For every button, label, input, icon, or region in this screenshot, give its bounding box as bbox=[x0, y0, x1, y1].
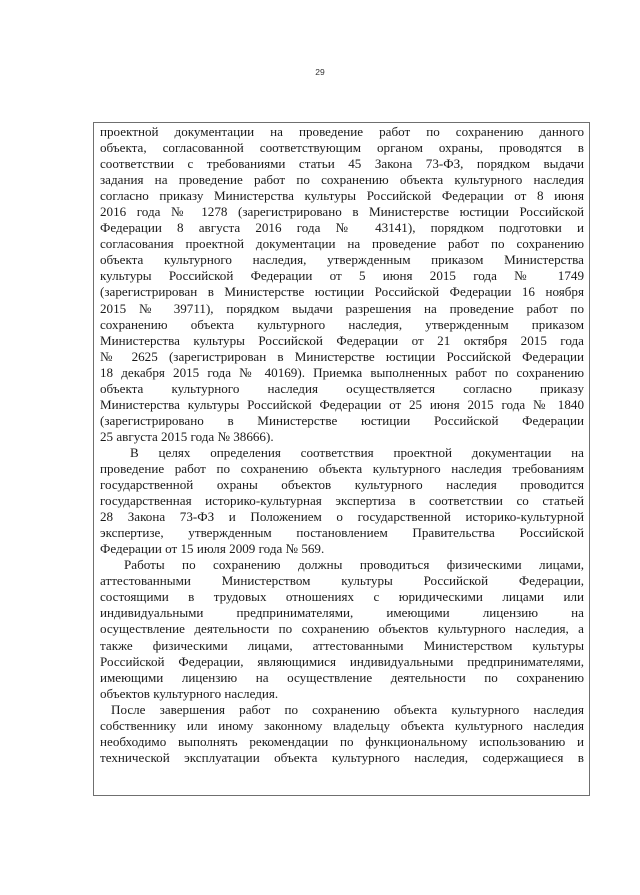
text-line: технической эксплуатации объекта культурного наследия, содержащиеся в bbox=[100, 749, 584, 765]
text-line: 2016 года № 1278 (зарегистрировано в Министерстве юстиции Российской bbox=[100, 204, 584, 220]
paragraph-4 bbox=[100, 702, 584, 766]
text-line: проектной документации на проведение работ по сохранению данного bbox=[100, 124, 584, 139]
text-line: объекта культурного наследия осуществляется согласно приказу bbox=[100, 380, 584, 396]
paragraph-2 bbox=[100, 445, 584, 557]
text-line: После завершения работ по сохранению объекта культурного наследия bbox=[111, 701, 584, 717]
text-line: 18 декабря 2015 года № 40169). Приемка выполненных работ по сохранению bbox=[100, 364, 584, 380]
text-line: задания на проведение работ по сохранению объекта культурного наследия bbox=[100, 172, 584, 188]
text-line: (зарегистрирован в Министерстве юстиции Российской Федерации 16 ноября bbox=[100, 284, 584, 300]
text-line: аттестованными Министерством культуры Российской Федерации, bbox=[100, 573, 584, 589]
text-line: также физическими лицами, аттестованными Министерством культуры bbox=[100, 637, 584, 653]
text-line: Федерации 8 августа 2016 года № 43141), порядком подготовки и bbox=[100, 220, 584, 236]
paragraph-3 bbox=[100, 557, 584, 701]
text-line: состоящими в трудовых отношениях с юридическими лицами или bbox=[100, 589, 584, 605]
text-line: индивидуальными предпринимателями, имеющими лицензию на bbox=[100, 605, 584, 621]
text-line: № 2625 (зарегистрирован в Министерстве юстиции Российской Федерации bbox=[100, 348, 584, 364]
text-line: 25 августа 2015 года № 38666). bbox=[100, 428, 274, 444]
text-line: соответствии с требованиями статьи 45 Закона 73-ФЗ, порядком выдачи bbox=[100, 156, 584, 172]
text-line: сохранению объекта культурного наследия, утвержденным приказом bbox=[100, 316, 584, 332]
text-line: государственная историко-культурная экспертиза в соответствии со статьей bbox=[100, 493, 584, 509]
text-line: необходимо выполнять рекомендации по функциональному использованию и bbox=[100, 733, 584, 749]
text-line: проведение работ по сохранению объекта культурного наследия требованиям bbox=[100, 460, 584, 476]
text-line: государственной охраны объектов культурного наследия проводится bbox=[100, 477, 584, 493]
paragraph-1 bbox=[100, 124, 584, 445]
text-line: собственнику или иному законному владельцу объекта культурного наследия bbox=[100, 717, 584, 733]
text-line: (зарегистрировано в Министерстве юстиции Российской Федерации bbox=[100, 412, 584, 428]
document-text-block bbox=[93, 122, 590, 796]
page-number: 29 bbox=[315, 67, 325, 77]
text-line: Федерации от 15 июля 2009 года № 569. bbox=[100, 541, 325, 557]
text-line: согласования проектной документации на проведение работ по сохранению bbox=[100, 236, 584, 252]
text-line: Министерства культуры Российской Федерации от 21 октября 2015 года bbox=[100, 332, 584, 348]
text-line: В целях определения соответствия проектной документации на bbox=[130, 444, 584, 460]
text-line: осуществление деятельности по сохранению объектов культурного наследия, а bbox=[100, 621, 584, 637]
text-line: объектов культурного наследия. bbox=[100, 685, 279, 701]
text-line: Работы по сохранению должны проводиться физическими лицами, bbox=[124, 557, 584, 573]
text-line: Российской Федерации, являющимися индивидуальными предпринимателями, bbox=[100, 653, 584, 669]
text-line: 2015 № 39711), порядком выдачи разрешения на проведение работ по bbox=[100, 300, 584, 316]
text-line: 28 Закона 73-ФЗ и Положением о государственной историко-культурной bbox=[100, 509, 584, 525]
text-line: согласно приказу Министерства культуры Российской Федерации от 8 июня bbox=[100, 188, 584, 204]
text-line: культуры Российской Федерации от 5 июня 2015 года № 1749 bbox=[100, 268, 584, 284]
text-line: Министерства культуры Российской Федерации от 25 июня 2015 года № 1840 bbox=[100, 396, 584, 412]
text-line: объекта культурного наследия, утвержденным приказом Министерства bbox=[100, 252, 584, 268]
text-line: экспертизе, утвержденным постановлением Правительства Российской bbox=[100, 525, 584, 541]
text-line: имеющими лицензию на осуществление деятельности по сохранению bbox=[100, 669, 584, 685]
text-line: объекта, согласованной соответствующим органом охраны, проводятся в bbox=[100, 140, 584, 156]
